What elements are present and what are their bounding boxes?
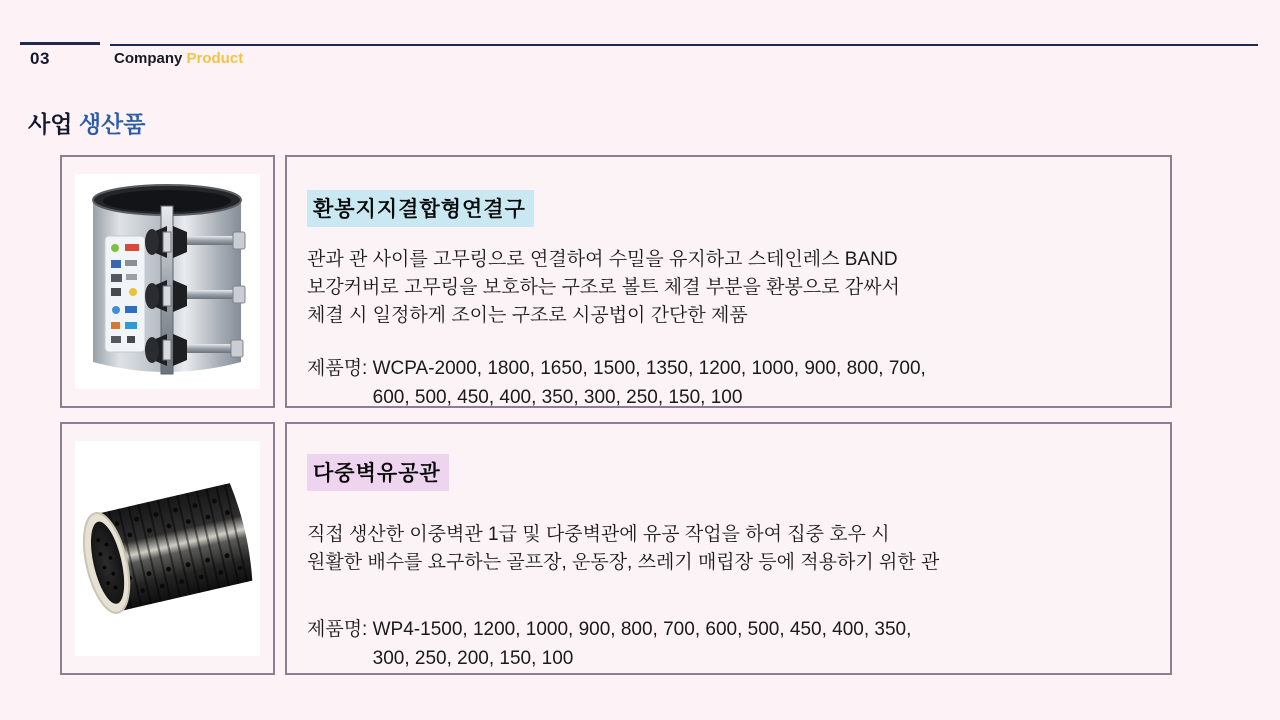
page-title-accent: 생산품	[78, 111, 146, 137]
round-bar-coupling-photo	[75, 174, 260, 389]
product-2-image-box	[60, 422, 275, 675]
header-brand	[114, 50, 243, 67]
description-line: 체결 시 일정하게 조이는 구조로 시공법이 간단한 제품	[307, 305, 748, 326]
page-number: 03	[30, 49, 50, 68]
model-list-label: 제품명:	[307, 619, 373, 640]
model-list-line: WCPA-2000, 1800, 1650, 1500, 1350, 1200, 1000, 900, 800, 700,	[372, 358, 926, 379]
header-accent-rule	[20, 42, 100, 45]
description-line: 직접 생산한 이중벽관 1급 및 다중벽관에 유공 작업을 하여 집중 호우 시	[307, 524, 890, 545]
description-line: 관과 관 사이를 고무링으로 연결하여 수밀을 유지하고 스테인레스 BAND	[307, 249, 898, 270]
page-title-dark: 사업	[28, 111, 73, 137]
description-line: 보강커버로 고무링을 보호하는 구조로 볼트 체결 부분을 환봉으로 감싸서	[307, 277, 900, 298]
model-list-line: WP4-1500, 1200, 1000, 900, 800, 700, 600, 500, 450, 400, 350,	[372, 619, 912, 640]
model-list-line: 300, 250, 200, 150, 100	[372, 648, 574, 669]
product-1-text-box	[285, 155, 1172, 408]
header-rule	[110, 44, 1258, 46]
product-1-model-list	[307, 354, 1150, 412]
multi-wall-perforated-pipe-photo	[75, 441, 260, 656]
product-2-model-list	[307, 615, 1150, 673]
description-line: 원활한 배수를 요구하는 골프장, 운동장, 쓰레기 매립장 등에 적용하기 위한 관	[307, 552, 940, 573]
page-title	[28, 106, 145, 139]
header-brand-dark: Company	[114, 50, 183, 67]
product-1-description	[307, 246, 1150, 330]
model-list-line: 600, 500, 450, 400, 350, 300, 250, 150, 100	[372, 387, 743, 408]
product-1-title: 환봉지지결합형연결구	[307, 190, 534, 227]
product-2-text-box	[285, 422, 1172, 675]
product-2-description	[307, 521, 1150, 577]
product-1-image-box	[60, 155, 275, 408]
header-brand-accent: Product	[186, 50, 244, 67]
model-list-label: 제품명:	[307, 358, 373, 379]
product-2-title: 다중벽유공관	[307, 454, 449, 491]
